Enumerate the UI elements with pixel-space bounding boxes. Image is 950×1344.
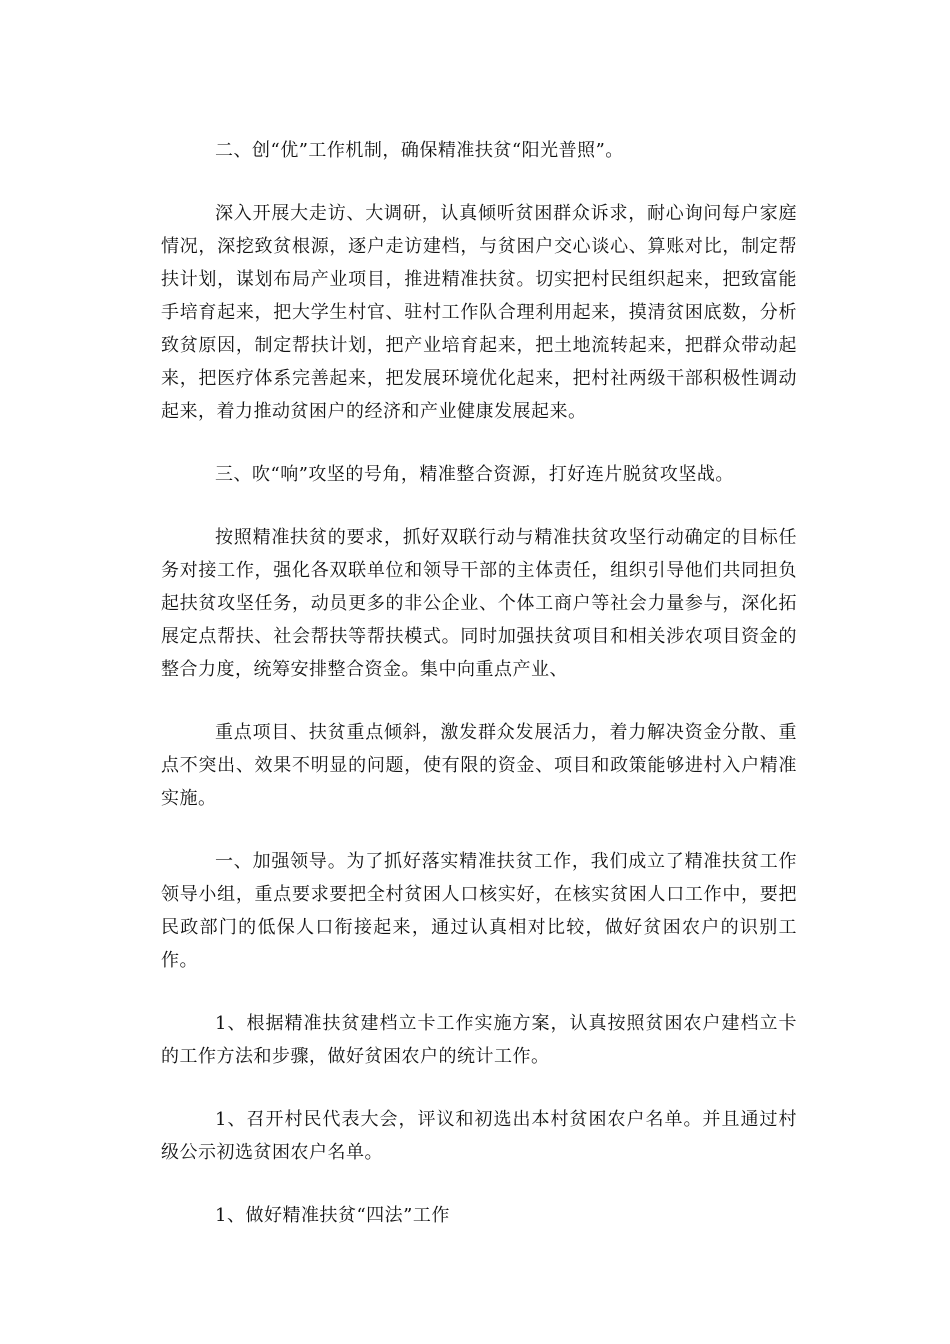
body-paragraph: 深入开展大走访、大调研，认真倾听贫困群众诉求，耐心询问每户家庭情况，深挖致贫根源，逐户走访建档，与贫困户交心谈心、算账对比，制定帮扶计划，谋划布局产业项目，推进精准扶贫。切实把村民组织起来，把致富能手培育起来，把大学生村官、驻村工作队合理利用起来，摸清贫困底数，分析致贫原因，制定帮扶计划，把产业培育起来，把土地流转起来，把群众带动起来，把医疗体系完善起来，把发展环境优化起来，把村社两级干部积极性调动起来，着力推动贫困户的经济和产业健康发展起来。 — [161, 203, 797, 422]
section-heading-2: 二、创“优”工作机制，确保精准扶贫“阳光普照”。 — [215, 140, 624, 161]
section-heading-1: 一、加强领导。为了抓好落实精准扶贫工作，我们成立了精准扶贫工作领导小组，重点要求要把全村贫困人口核实好，在核实贫困人口工作中，要把民政部门的低保人口衔接起来，通过认真相对比较，做好贫困农户的识别工作。 — [161, 851, 797, 971]
list-item: 1、召开村民代表大会，评议和初选出本村贫困农户名单。并且通过村级公示初选贫困农户名单。 — [161, 1109, 797, 1163]
body-paragraph: 重点项目、扶贫重点倾斜，激发群众发展活力，着力解决资金分散、重点不突出、效果不明显的问题，使有限的资金、项目和政策能够进村入户精准实施。 — [161, 722, 797, 809]
body-paragraph: 按照精准扶贫的要求，抓好双联行动与精准扶贫攻坚行动确定的目标任务对接工作，强化各双联单位和领导干部的主体责任，组织引导他们共同担负起扶贫攻坚任务，动员更多的非公企业、个体工商户等社会力量参与，深化拓展定点帮扶、社会帮扶等帮扶模式。同时加强扶贫项目和相关涉农项目资金的整合力度，统筹安排整合资金。集中向重点产业、 — [161, 527, 797, 680]
document-body — [161, 134, 797, 1262]
section-heading-3: 三、吹“响”攻坚的号角，精准整合资源，打好连片脱贫攻坚战。 — [215, 464, 734, 485]
list-item: 1、根据精准扶贫建档立卡工作实施方案，认真按照贫困农户建档立卡的工作方法和步骤，做好贫困农户的统计工作。 — [161, 1013, 797, 1067]
list-item: 1、做好精准扶贫“四法”工作 — [215, 1205, 450, 1226]
